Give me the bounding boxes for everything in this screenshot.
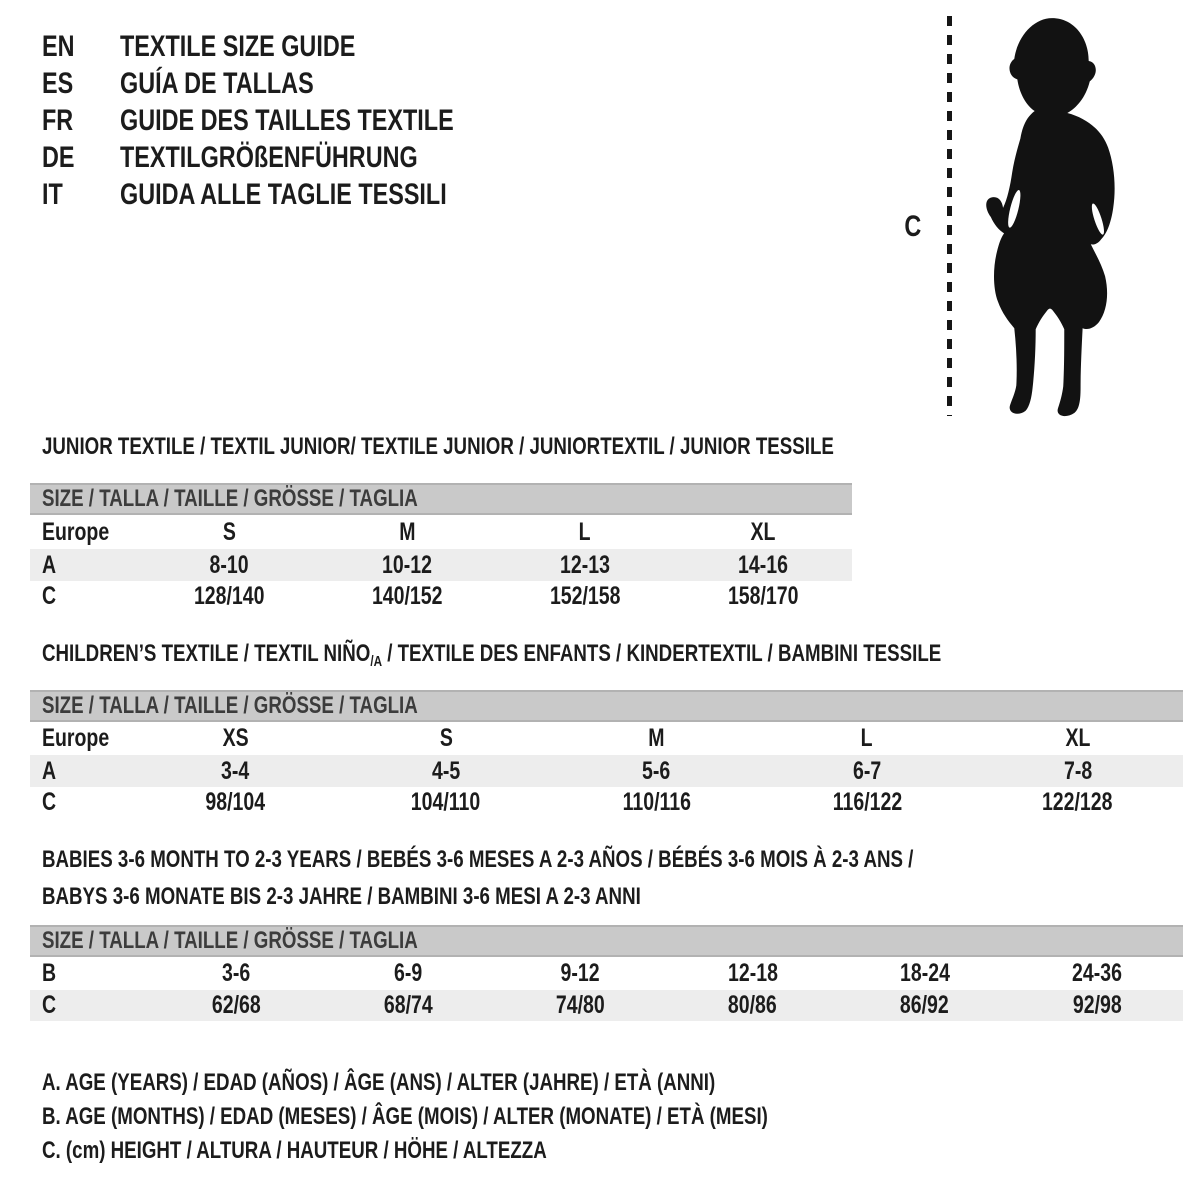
language-row-it — [42, 176, 548, 213]
language-row-es — [42, 65, 548, 102]
height-cell: 98/104 — [205, 788, 266, 816]
size-cell: XL — [750, 517, 776, 546]
height-cell: 74/80 — [556, 991, 605, 1019]
table-row-height — [30, 787, 1183, 818]
children-size-table — [30, 690, 1183, 818]
age-cell: 7-8 — [1063, 756, 1092, 785]
babies-title-line2: BABYS 3-6 MONATE BIS 2-3 JAHRE / BAMBINI 3-6 MESI A 2-3 ANNI — [42, 883, 641, 910]
age-cell: 24-36 — [1072, 959, 1122, 987]
size-cell: XL — [1065, 724, 1091, 752]
toddler-silhouette-image — [962, 12, 1140, 420]
language-code: EN — [42, 29, 75, 63]
age-cell: 12-18 — [727, 959, 778, 987]
age-cell: 6-9 — [394, 959, 423, 987]
guide-title-es: GUÍA DE TALLAS — [120, 66, 314, 100]
row-label-c: C — [42, 582, 57, 610]
size-header-bar — [30, 690, 1183, 722]
row-label-c: C — [42, 991, 57, 1019]
children-section-title: CHILDREN’S TEXTILE / TEXTIL $NIÑO_{/A}$ / TEXTILE DES ENFANTS / KINDERTEXTIL / BAMBINI TESSILE — [42, 640, 942, 670]
age-cell: 9-12 — [560, 959, 600, 987]
babies-size-table — [30, 925, 1183, 1021]
size-cell: L — [579, 517, 591, 546]
row-label-europe: Europe — [42, 517, 110, 546]
height-cell: 158/170 — [727, 582, 799, 610]
height-cell: 152/158 — [549, 582, 621, 610]
size-cell: L — [861, 724, 874, 752]
table-row-sizes — [30, 515, 852, 549]
language-row-de — [42, 139, 548, 176]
table-row-age-months — [30, 957, 1183, 990]
size-cell: M — [398, 517, 416, 546]
height-cell: 80/86 — [728, 991, 777, 1019]
height-cell: 110/116 — [622, 788, 691, 816]
table-row-height — [30, 990, 1183, 1021]
height-cell: 86/92 — [900, 991, 950, 1019]
babies-title-line1: BABIES 3-6 MONTH TO 2-3 YEARS / BEBÉS 3-6 MESES A 2-3 AÑOS / BÉBÉS 3-6 MOIS À 2-3 ANS / — [42, 846, 914, 873]
size-cell: M — [648, 724, 665, 752]
age-cell: 14-16 — [738, 550, 788, 579]
legend-line-a: A. AGE (YEARS) / EDAD (AÑOS) / ÂGE (ANS) / ALTER (JAHRE) / ETÀ (ANNI) — [42, 1069, 716, 1096]
junior-section-title: JUNIOR TEXTILE / TEXTIL JUNIOR/ TEXTILE JUNIOR / JUNIORTEXTIL / JUNIOR TESSILE — [42, 433, 834, 460]
row-label-europe: Europe — [42, 724, 110, 752]
guide-title-de: TEXTILGRÖßENFÜHRUNG — [120, 140, 418, 174]
language-row-fr — [42, 102, 548, 139]
row-label-b: B — [42, 959, 57, 987]
size-header-label: SIZE / TALLA / TAILLE / GRÖSSE / TAGLIA — [42, 485, 418, 512]
row-label-a: A — [42, 756, 57, 785]
age-cell: 6-7 — [852, 756, 882, 785]
age-cell: 5-6 — [642, 756, 671, 785]
legend-block — [42, 1066, 973, 1168]
size-header-bar — [30, 483, 852, 515]
row-label-c: C — [42, 788, 57, 816]
language-title-block — [42, 28, 548, 213]
age-cell: 3-4 — [221, 756, 250, 785]
row-label-a: A — [42, 550, 57, 579]
height-cell: 128/140 — [193, 582, 265, 610]
guide-title-en: TEXTILE SIZE GUIDE — [120, 29, 356, 63]
language-row-en — [42, 28, 548, 65]
height-cell: 122/128 — [1042, 788, 1113, 816]
nino-a-subscript: /A — [370, 653, 383, 670]
language-code: FR — [42, 103, 74, 137]
height-cell: 68/74 — [383, 991, 433, 1019]
table-row-height — [30, 581, 852, 612]
age-cell: 10-12 — [382, 550, 432, 579]
language-code: IT — [42, 177, 63, 211]
table-row-age — [30, 755, 1183, 787]
language-code: ES — [42, 66, 74, 100]
table-row-sizes — [30, 722, 1183, 755]
age-cell: 18-24 — [899, 959, 950, 987]
age-cell: 12-13 — [560, 550, 610, 579]
language-code: DE — [42, 140, 75, 174]
age-cell: 3-6 — [221, 959, 251, 987]
babies-section-title — [42, 841, 1159, 915]
height-cell: 62/68 — [211, 991, 261, 1019]
size-header-label: SIZE / TALLA / TAILLE / GRÖSSE / TAGLIA — [42, 927, 418, 954]
size-header-label: SIZE / TALLA / TAILLE / GRÖSSE / TAGLIA — [42, 692, 418, 719]
size-cell: XS — [222, 724, 249, 752]
legend-line-c: C. (cm) HEIGHT / ALTURA / HAUTEUR / HÖHE / ALTEZZA — [42, 1137, 547, 1164]
age-cell: 4-5 — [431, 756, 460, 785]
height-measure-dashed-line — [947, 16, 952, 416]
height-cell: 104/110 — [411, 788, 481, 816]
height-cell: 92/98 — [1072, 991, 1122, 1019]
height-cell: 140/152 — [371, 582, 443, 610]
height-cell: 116/122 — [832, 788, 902, 816]
guide-title-it: GUIDA ALLE TAGLIE TESSILI — [120, 177, 447, 211]
size-header-bar — [30, 925, 1183, 957]
junior-size-table — [30, 483, 852, 612]
age-cell: 8-10 — [209, 550, 249, 579]
size-cell: S — [222, 517, 236, 546]
size-cell: S — [439, 724, 453, 752]
legend-line-b: B. AGE (MONTHS) / EDAD (MESES) / ÂGE (MOIS) / ALTER (MONATE) / ETÀ (MESI) — [42, 1103, 768, 1130]
height-measure-label: C — [904, 210, 922, 243]
table-row-age — [30, 549, 852, 581]
guide-title-fr: GUIDE DES TAILLES TEXTILE — [120, 103, 454, 137]
